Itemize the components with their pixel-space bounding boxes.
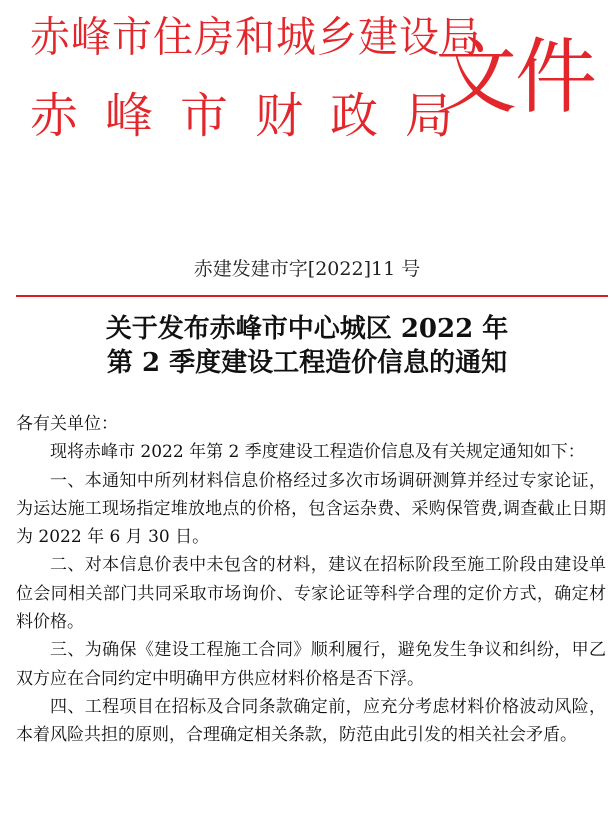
notice-title xyxy=(40,312,574,380)
notice-title-line-2: 第 2 季度建设工程造价信息的通知 xyxy=(106,348,508,378)
paragraph-item-1: 一、本通知中所列材料信息价格经过多次市场调研测算并经过专家论证，为运达施工现场指定堆放地点的价格，包含运杂费、采购保管费,调查截止日期为 2022 年 6 月 30 日。 xyxy=(16,470,606,548)
document-header xyxy=(0,0,614,240)
issuer-line-2: 赤峰市财政局 xyxy=(30,88,481,144)
notice-body xyxy=(16,410,606,750)
salutation: 各有关单位： xyxy=(16,414,118,434)
paragraph-intro: 现将赤峰市 2022 年第 2 季度建设工程造价信息及有关规定通知如下： xyxy=(50,442,585,463)
document-type-word: 文件 xyxy=(435,30,596,125)
red-divider-rule xyxy=(16,295,608,297)
issuer-line-1: 赤峰市住房和城乡建设局 xyxy=(30,13,481,63)
paragraph-item-4: 四、工程项目在招标及合同条款确定前，应充分考虑材料价格波动风险，本着风险共担的原则，合理确定相关条款，防范由此引发的相关社会矛盾。 xyxy=(16,696,606,746)
paragraph-item-2: 二、对本信息价表中未包含的材料，建议在招标阶段至施工阶段由建设单位会同相关部门共同采取市场询价、专家论证等科学合理的定价方式，确定材料价格。 xyxy=(16,555,606,633)
document-number: 赤建发建市字[2022]11 号 xyxy=(193,258,421,280)
notice-title-line-1: 关于发布赤峰市中心城区 2022 年 xyxy=(105,314,509,344)
paragraph-item-3: 三、为确保《建设工程施工合同》顺利履行，避免发生争议和纠纷，甲乙双方应在合同约定中明确甲方供应材料价格是否下浮。 xyxy=(16,640,606,689)
